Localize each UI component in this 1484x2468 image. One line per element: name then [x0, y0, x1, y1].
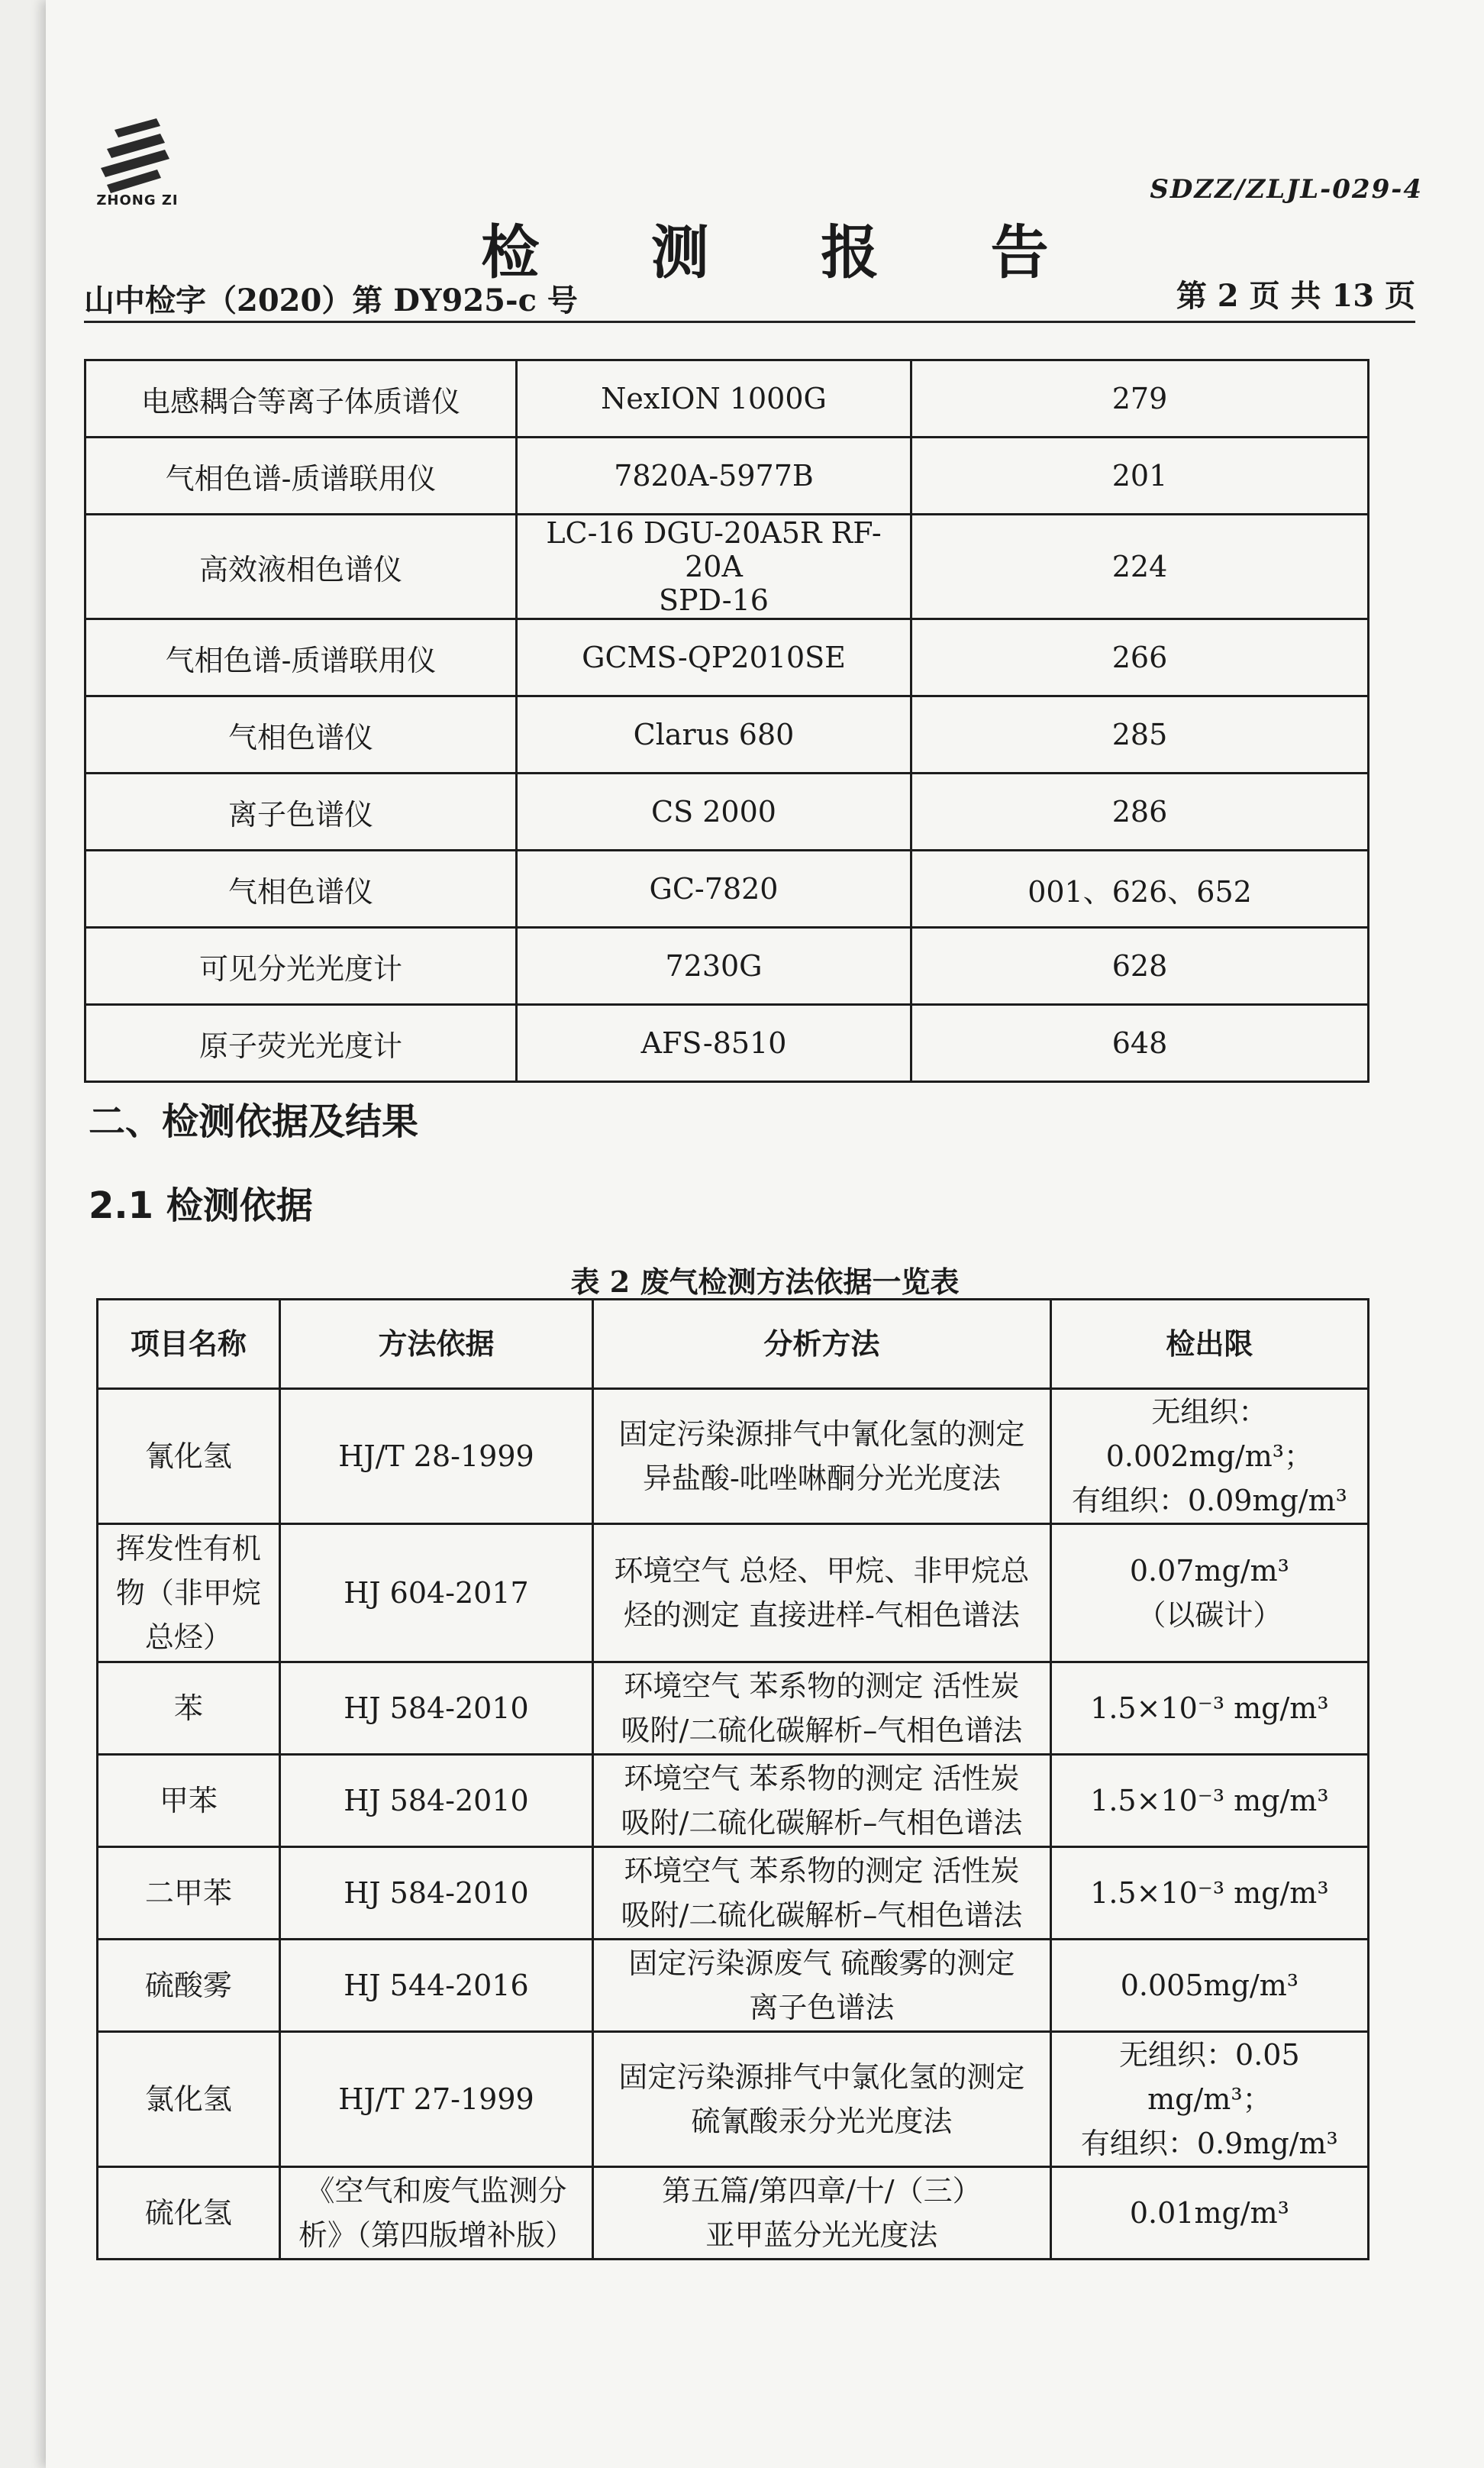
item-name: 硫化氢 — [98, 2167, 280, 2260]
instrument-table — [84, 359, 1369, 1083]
analysis-method: 环境空气 苯系物的测定 活性炭 吸附/二硫化碳解析–气相色谱法 — [593, 1755, 1051, 1847]
instrument-number: 201 — [911, 438, 1369, 515]
instrument-model: Clarus 680 — [517, 696, 911, 774]
instrument-model: LC-16 DGU-20A5R RF-20A SPD-16 — [517, 515, 911, 619]
method-basis: HJ 584-2010 — [279, 1662, 592, 1755]
detection-limit: 1.5×10⁻³ mg/m³ — [1050, 1662, 1368, 1755]
table-row — [98, 1940, 1369, 2032]
instrument-name: 可见分光光度计 — [85, 928, 517, 1005]
item-name: 挥发性有机 物（非甲烷 总烃） — [98, 1524, 280, 1662]
table-row — [85, 438, 1369, 515]
table-row — [98, 1524, 1369, 1662]
instrument-model: GC-7820 — [517, 851, 911, 928]
instrument-number: 266 — [911, 619, 1369, 696]
item-name: 硫酸雾 — [98, 1940, 280, 2032]
analysis-method: 固定污染源排气中氰化氢的测定 异盐酸-吡唑啉酮分光光度法 — [593, 1389, 1051, 1524]
item-name: 氯化氢 — [98, 2032, 280, 2167]
method-basis-table — [96, 1298, 1369, 2260]
method-basis: HJ 584-2010 — [279, 1847, 592, 1940]
table-row — [85, 851, 1369, 928]
instrument-number: 279 — [911, 360, 1369, 438]
table-row — [85, 928, 1369, 1005]
item-name: 氰化氢 — [98, 1389, 280, 1524]
detection-limit: 0.07mg/m³ （以碳计） — [1050, 1524, 1368, 1662]
method-basis: HJ/T 28-1999 — [279, 1389, 592, 1524]
instrument-number: 001、626、652 — [911, 851, 1369, 928]
instrument-name: 高效液相色谱仪 — [85, 515, 517, 619]
method-basis: 《空气和废气监测分 析》（第四版增补版） — [279, 2167, 592, 2260]
analysis-method: 固定污染源排气中氯化氢的测定 硫氰酸汞分光光度法 — [593, 2032, 1051, 2167]
instrument-name: 气相色谱仪 — [85, 696, 517, 774]
instrument-name: 电感耦合等离子体质谱仪 — [85, 360, 517, 438]
logo-text: ZHONG ZI — [96, 192, 179, 208]
table-row — [98, 2167, 1369, 2260]
section-heading: 二、检测依据及结果 — [89, 1100, 419, 1143]
instrument-model: 7820A-5977B — [517, 438, 911, 515]
table-row — [98, 1389, 1369, 1524]
instrument-name: 离子色谱仪 — [85, 774, 517, 851]
report-number: 山中检字（2020）第 DY925-c 号 — [84, 283, 578, 318]
table-header-row — [98, 1300, 1369, 1389]
analysis-method: 环境空气 总烃、甲烷、非甲烷总 烃的测定 直接进样-气相色谱法 — [593, 1524, 1051, 1662]
method-basis: HJ 604-2017 — [279, 1524, 592, 1662]
instrument-model: GCMS-QP2010SE — [517, 619, 911, 696]
detection-limit: 0.005mg/m³ — [1050, 1940, 1368, 2032]
method-basis: HJ/T 27-1999 — [279, 2032, 592, 2167]
instrument-name: 气相色谱-质谱联用仪 — [85, 619, 517, 696]
detection-limit: 无组织：0.002mg/m³； 有组织：0.09mg/m³ — [1050, 1389, 1368, 1524]
instrument-number: 628 — [911, 928, 1369, 1005]
method-basis: HJ 584-2010 — [279, 1755, 592, 1847]
column-header: 项目名称 — [98, 1300, 280, 1389]
table-caption: 表 2 废气检测方法依据一览表 — [570, 1265, 960, 1299]
analysis-method: 固定污染源废气 硫酸雾的测定 离子色谱法 — [593, 1940, 1051, 2032]
analysis-method: 第五篇/第四章/十/（三） 亚甲蓝分光光度法 — [593, 2167, 1051, 2260]
method-basis: HJ 544-2016 — [279, 1940, 592, 2032]
page-count: 第 2 页 共 13 页 — [1176, 278, 1415, 314]
table-row — [98, 1755, 1369, 1847]
table-row — [85, 774, 1369, 851]
table-row — [85, 515, 1369, 619]
item-name: 二甲苯 — [98, 1847, 280, 1940]
detection-limit: 0.01mg/m³ — [1050, 2167, 1368, 2260]
instrument-number: 648 — [911, 1005, 1369, 1082]
instrument-name: 气相色谱-质谱联用仪 — [85, 438, 517, 515]
table-row — [98, 2032, 1369, 2167]
header-divider — [84, 321, 1415, 323]
instrument-model: CS 2000 — [517, 774, 911, 851]
table-row — [85, 696, 1369, 774]
instrument-number: 286 — [911, 774, 1369, 851]
subsection-heading: 2.1 检测依据 — [89, 1184, 313, 1227]
column-header: 检出限 — [1050, 1300, 1368, 1389]
detection-limit: 无组织：0.05 mg/m³； 有组织：0.9mg/m³ — [1050, 2032, 1368, 2167]
report-page — [46, 0, 1484, 2468]
instrument-name: 原子荧光光度计 — [85, 1005, 517, 1082]
item-name: 甲苯 — [98, 1755, 280, 1847]
report-title: 检 测 报 告 — [481, 218, 1095, 286]
column-header: 分析方法 — [593, 1300, 1051, 1389]
instrument-number: 285 — [911, 696, 1369, 774]
detection-limit: 1.5×10⁻³ mg/m³ — [1050, 1755, 1368, 1847]
instrument-model: AFS-8510 — [517, 1005, 911, 1082]
document-code: SDZZ/ZLJL-029-4 — [1150, 174, 1423, 205]
analysis-method: 环境空气 苯系物的测定 活性炭 吸附/二硫化碳解析–气相色谱法 — [593, 1847, 1051, 1940]
table-row — [85, 619, 1369, 696]
detection-limit: 1.5×10⁻³ mg/m³ — [1050, 1847, 1368, 1940]
instrument-number: 224 — [911, 515, 1369, 619]
analysis-method: 环境空气 苯系物的测定 活性炭 吸附/二硫化碳解析–气相色谱法 — [593, 1662, 1051, 1755]
instrument-name: 气相色谱仪 — [85, 851, 517, 928]
table-row — [85, 360, 1369, 438]
column-header: 方法依据 — [279, 1300, 592, 1389]
item-name: 苯 — [98, 1662, 280, 1755]
table-row — [85, 1005, 1369, 1082]
instrument-model: NexION 1000G — [517, 360, 911, 438]
table-row — [98, 1662, 1369, 1755]
table-row — [98, 1847, 1369, 1940]
instrument-model: 7230G — [517, 928, 911, 1005]
